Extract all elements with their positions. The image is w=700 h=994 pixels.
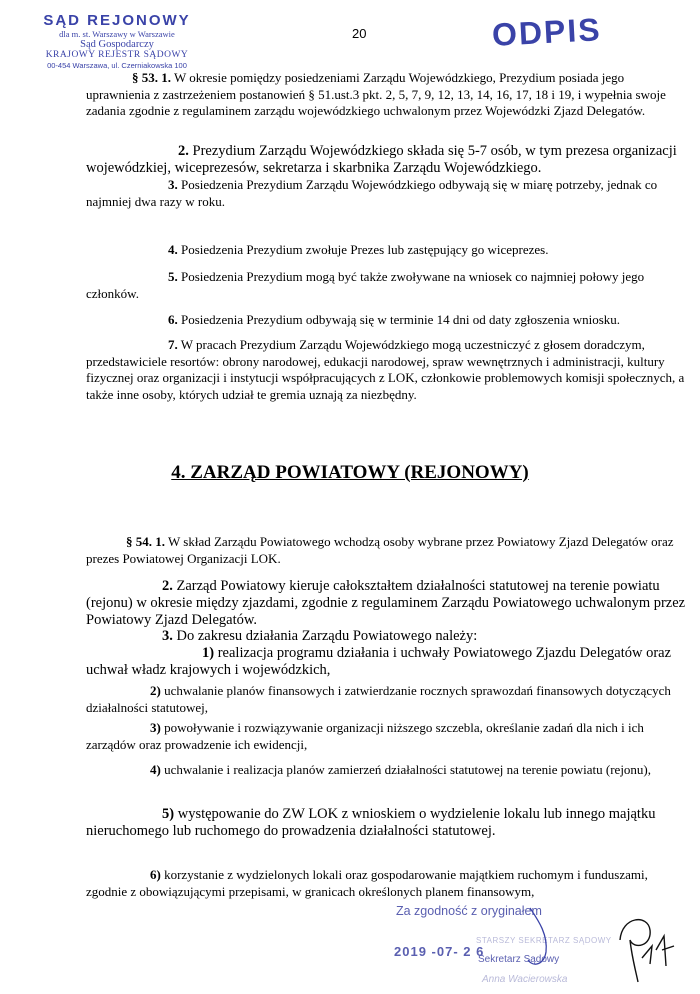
court-stamp-line1: SĄD REJONOWY <box>43 12 191 29</box>
signature-mark <box>508 902 568 992</box>
paragraph-text: W okresie pomiędzy posiedzeniami Zarządu Wojewódzkiego, Prezydium posiada jego uprawnienia z zastrzeżeniem postanowień § 51.ust.3 pkt. 2, 5, 7, 9, 12, 13, 14, 16, 17, 18 i 19, i wypełnia swoje zadania zgodnie z regulaminem zarządu wojewódzkiego uchwalonym przez Wojewódzki Zjazd Delegatów. <box>86 70 666 118</box>
paragraph-54-3 <box>86 628 686 645</box>
list-item-number: 4) <box>150 762 161 777</box>
section-heading: 4. ZARZĄD POWIATOWY (REJONOWY) <box>171 462 529 483</box>
list-item-2 <box>86 683 686 716</box>
paragraph-text: Prezydium Zarządu Wojewódzkiego składa się 5-7 osób, w tym prezesa organizacji wojewódzkiej, wiceprezesów, sekretarza i skarbnika Zarządu Wojewódzkiego. <box>86 143 677 176</box>
paragraph-number: 2. <box>162 578 173 594</box>
paragraph-number: 6. <box>168 312 178 327</box>
paragraph-text: Posiedzenia Prezydium odbywają się w terminie 14 dni od daty zgłoszenia wniosku. <box>177 312 621 327</box>
list-item-number: 6) <box>150 867 161 882</box>
list-item-text: uchwalanie i realizacja planów zamierzeń działalności statutowej na terenie powiatu (rejonu), <box>160 762 652 777</box>
list-item-text: uchwalanie planów finansowych i zatwierdzanie rocznych sprawozdań finansowych dotyczących działalności statutowej, <box>86 683 671 715</box>
paragraph-text: W skład Zarządu Powiatowego wchodzą osoby wybrane przez Powiatowy Zjazd Delegatów oraz prezes Powiatowej Organizacji LOK. <box>86 534 674 566</box>
faded-stamp-name: Anna Wacierowska <box>482 974 568 985</box>
paragraph-number: 4. <box>168 242 178 257</box>
paragraph-text: Posiedzenia Prezydium zwołuje Prezes lub zastępujący go wiceprezes. <box>177 242 549 257</box>
list-item-text: realizacja programu działania i uchwały Powiatowego Zjazdu Delegatów oraz uchwał władz krajowych i wojewódzkich, <box>86 645 672 678</box>
paragraph-53-1 <box>86 70 686 120</box>
list-item-number: 5) <box>162 806 175 822</box>
paragraph-text: Do zakresu działania Zarządu Powiatowego należy: <box>172 628 478 644</box>
faded-stamp-title: STARSZY SEKRETARZ SĄDOWY <box>476 936 612 945</box>
list-item-number: 2) <box>150 683 161 698</box>
paragraph-53-3 <box>86 177 686 210</box>
list-item-text: korzystanie z wydzielonych lokali oraz gospodarowanie majątkiem ruchomym i funduszami, zgodnie z obowiązującymi przepisami, w granicach określonych planem finansowym, <box>86 867 648 899</box>
paragraph-number: 5. <box>168 269 178 284</box>
page-number: 20 <box>352 26 367 41</box>
list-item-1 <box>86 645 686 679</box>
paragraph-text: W pracach Prezydium Zarządu Wojewódzkiego mogą uczestniczyć z głosem doradczym, przedstawiciele resortów: obrony narodowej, edukacji narodowej, spraw wewnętrznych i administracji, kultury fizycznej oraz organizacji i instytucji współpracujących z LOK, członkowie problemowych komisji społecznych, a także inne osoby, których udział te gremia uznają za niezbędny. <box>86 337 685 402</box>
court-stamp-line4: KRAJOWY REJESTR SĄDOWY <box>45 50 189 60</box>
list-item-4 <box>86 762 686 779</box>
list-item-3 <box>86 720 686 753</box>
paragraph-text: Posiedzenia Prezydium Zarządu Wojewódzkiego odbywają się w miarę potrzeby, jednak co najmniej dwa razy w roku. <box>86 177 658 209</box>
paragraph-text: Posiedzenia Prezydium mogą być także zwoływane na wniosek co najmniej połowy jego członków. <box>86 269 645 301</box>
copy-stamp: ODPIS <box>491 11 603 53</box>
list-item-5 <box>86 806 686 840</box>
court-stamp-line5: 00-454 Warszawa, ul. Czerniakowska 100 <box>47 61 187 70</box>
paragraph-number: § 53. 1. <box>132 70 171 85</box>
court-stamp <box>34 12 200 70</box>
paragraph-number: 3. <box>168 177 178 192</box>
paragraph-53-5 <box>86 269 686 302</box>
paragraph-number: 7. <box>168 337 178 352</box>
secretary-title: Sekretarz Sądowy <box>478 954 560 965</box>
paragraph-text: Zarząd Powiatowy kieruje całokształtem działalności statutowej na terenie powiatu (rejonu) w okresie między zjazdami, zgodnie z regulaminem Zarządu Powiatowego uchwalonym przez Powiatowy Zjazd Delegatów. <box>86 578 686 628</box>
paragraph-53-2 <box>86 143 686 177</box>
paragraph-number: § 54. 1. <box>126 534 165 549</box>
list-item-text: powoływanie i rozwiązywanie organizacji niższego szczebla, określanie zadań dla nich i ich zarządów oraz prowadzenie ich ewidencji, <box>86 720 644 752</box>
list-item-number: 1) <box>202 645 215 661</box>
paragraph-53-7 <box>86 337 686 403</box>
paragraph-54-1 <box>86 534 686 567</box>
court-stamp-line2: dla m. st. Warszawy w Warszawie <box>59 29 175 39</box>
list-item-text: występowanie do ZW LOK z wnioskiem o wydzielenie lokalu lub innego majątku nieruchomego lub ruchomego do prowadzenia działalności statutowej. <box>86 806 656 839</box>
list-item-number: 3) <box>150 720 161 735</box>
paragraph-number: 2. <box>178 143 189 159</box>
list-item-6 <box>86 867 686 900</box>
court-stamp-line3: Sąd Gospodarczy <box>80 39 154 50</box>
paragraph-54-2 <box>86 578 686 629</box>
paragraph-53-6 <box>86 312 686 329</box>
date-stamp: 2019 -07- 2 6 <box>394 944 485 959</box>
signature-mark <box>612 906 692 986</box>
paragraph-53-4 <box>86 242 686 259</box>
certify-stamp: Za zgodność z oryginałem <box>396 904 542 918</box>
paragraph-number: 3. <box>162 628 173 644</box>
